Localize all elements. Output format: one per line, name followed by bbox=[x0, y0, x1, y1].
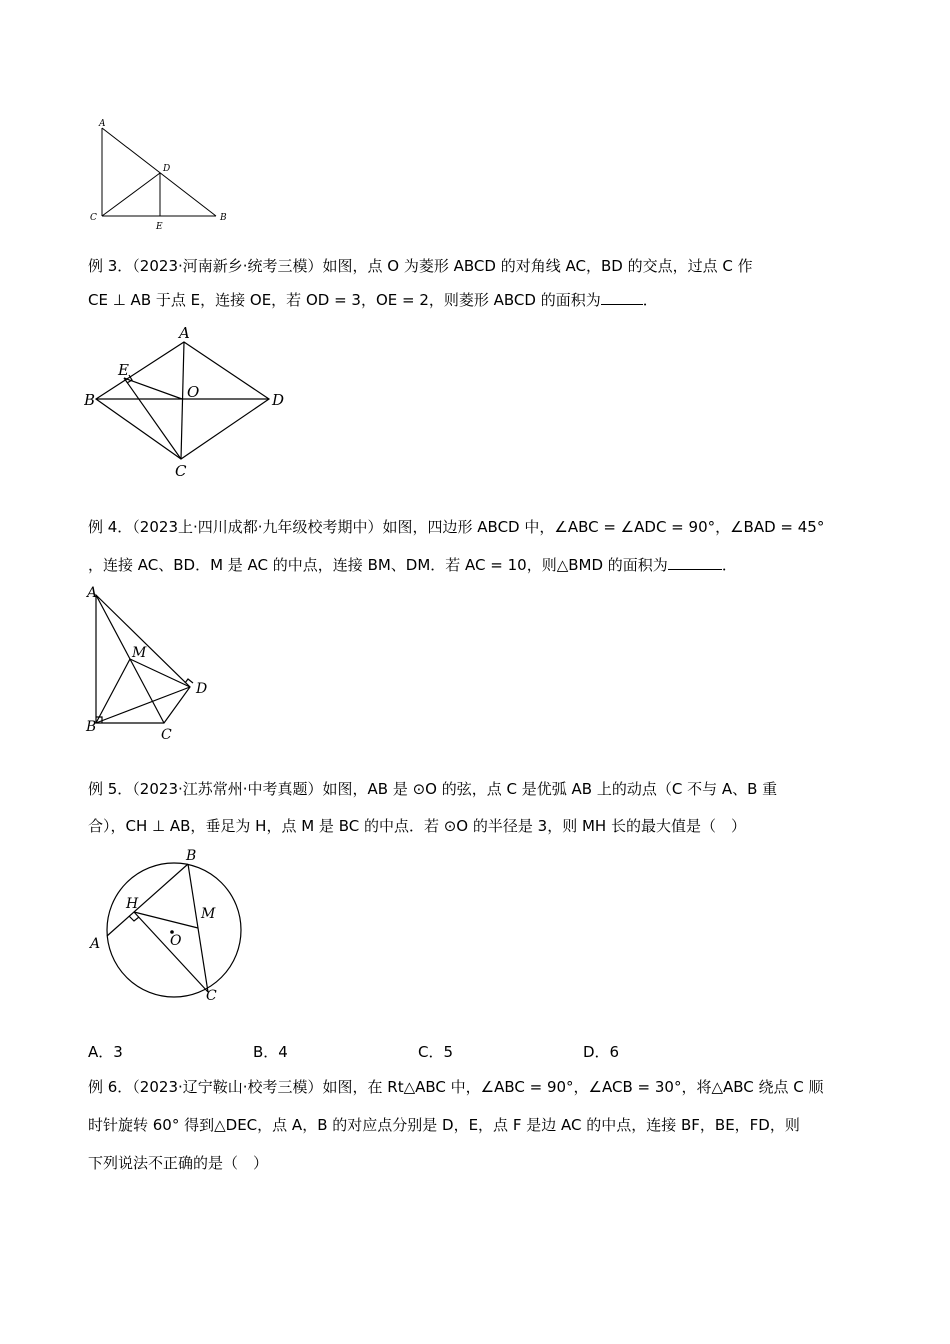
ex4-end: ． bbox=[721, 556, 737, 574]
label-B: B bbox=[84, 391, 96, 409]
label-B: B bbox=[220, 213, 227, 223]
seg-HM bbox=[134, 912, 198, 928]
ex4-line2 bbox=[88, 555, 737, 575]
label-D: D bbox=[163, 164, 171, 174]
seg-CE bbox=[124, 378, 181, 459]
label-M: M bbox=[132, 645, 147, 661]
label-E: E bbox=[156, 222, 163, 232]
option-a[interactable]: A．3 bbox=[88, 1043, 123, 1061]
label-E: E bbox=[118, 361, 129, 379]
ex5-line2: 合），CH ⊥ AB，垂足为 H，点 M 是 BC 的中点．若 ⊙O 的半径是 3，则 MH 长的最大值是（ ） bbox=[88, 817, 746, 835]
ex4-line1: 例 4．（2023上·四川成都·九年级校考期中）如图，四边形 ABCD 中，∠ABC = ∠ADC = 90°，∠BAD = 45° bbox=[88, 518, 825, 536]
circle-O bbox=[107, 863, 241, 997]
label-A: A bbox=[99, 119, 106, 129]
seg-OE bbox=[124, 378, 182, 399]
ex6-line2: 时针旋转 60° 得到△DEC，点 A，B 的对应点分别是 D，E，点 F 是边 AC 的中点，连接 BF，BE，FD，则 bbox=[88, 1116, 800, 1134]
figure-1 bbox=[86, 116, 236, 236]
figure-quadrilateral bbox=[84, 583, 224, 743]
ex3-line2 bbox=[88, 290, 658, 310]
option-d[interactable]: D．6 bbox=[583, 1043, 620, 1061]
right-angle-H bbox=[129, 916, 139, 921]
seg-BM bbox=[96, 659, 130, 723]
label-A: A bbox=[179, 324, 190, 342]
label-C: C bbox=[175, 462, 187, 480]
label-A: A bbox=[90, 936, 101, 952]
right-angle-D bbox=[185, 679, 193, 683]
label-H: H bbox=[126, 896, 139, 912]
ex4-answer-blank bbox=[668, 555, 722, 570]
ex3-line1: 例 3．（2023·河南新乡·统考三模）如图，点 O 为菱形 ABCD 的对角线 AC，BD 的交点，过点 C 作 bbox=[88, 257, 753, 275]
label-B: B bbox=[186, 848, 197, 864]
figure-circle bbox=[84, 846, 244, 1006]
seg-DM bbox=[130, 659, 190, 687]
option-b[interactable]: B．4 bbox=[253, 1043, 288, 1061]
label-D: D bbox=[272, 391, 285, 409]
option-c[interactable]: C．5 bbox=[418, 1043, 454, 1061]
label-B: B bbox=[86, 719, 97, 735]
ex3-line2-text: CE ⊥ AB 于点 E，连接 OE，若 OD = 3，OE = 2，则菱形 ABCD 的面积为 bbox=[88, 291, 601, 309]
ex3-end: ． bbox=[642, 291, 658, 309]
chord-AB bbox=[107, 864, 188, 936]
label-C: C bbox=[206, 988, 217, 1004]
label-O: O bbox=[170, 933, 182, 949]
label-C: C bbox=[161, 727, 172, 743]
diag-BD bbox=[96, 687, 190, 723]
figure-rhombus bbox=[84, 322, 294, 482]
label-O: O bbox=[187, 383, 200, 401]
ex6-line1: 例 6．（2023·辽宁鞍山·校考三模）如图，在 Rt△ABC 中，∠ABC = 90°，∠ACB = 30°，将△ABC 绕点 C 顺 bbox=[88, 1078, 824, 1096]
label-A: A bbox=[87, 585, 98, 601]
label-C: C bbox=[90, 213, 97, 223]
ex6-line3: 下列说法不正确的是（ ） bbox=[88, 1154, 269, 1172]
ex4-line2-text: ，连接 AC、BD．M 是 AC 的中点，连接 BM、DM．若 AC = 10，则△BMD 的面积为 bbox=[88, 556, 668, 574]
seg-CD bbox=[102, 173, 160, 216]
label-M: M bbox=[201, 906, 216, 922]
diag-AC bbox=[181, 342, 184, 459]
ex5-line1: 例 5．（2023·江苏常州·中考真题）如图，AB 是 ⊙O 的弦，点 C 是优弧 AB 上的动点（C 不与 A、B 重 bbox=[88, 780, 778, 798]
ex3-answer-blank bbox=[601, 290, 643, 305]
label-D: D bbox=[196, 681, 208, 697]
